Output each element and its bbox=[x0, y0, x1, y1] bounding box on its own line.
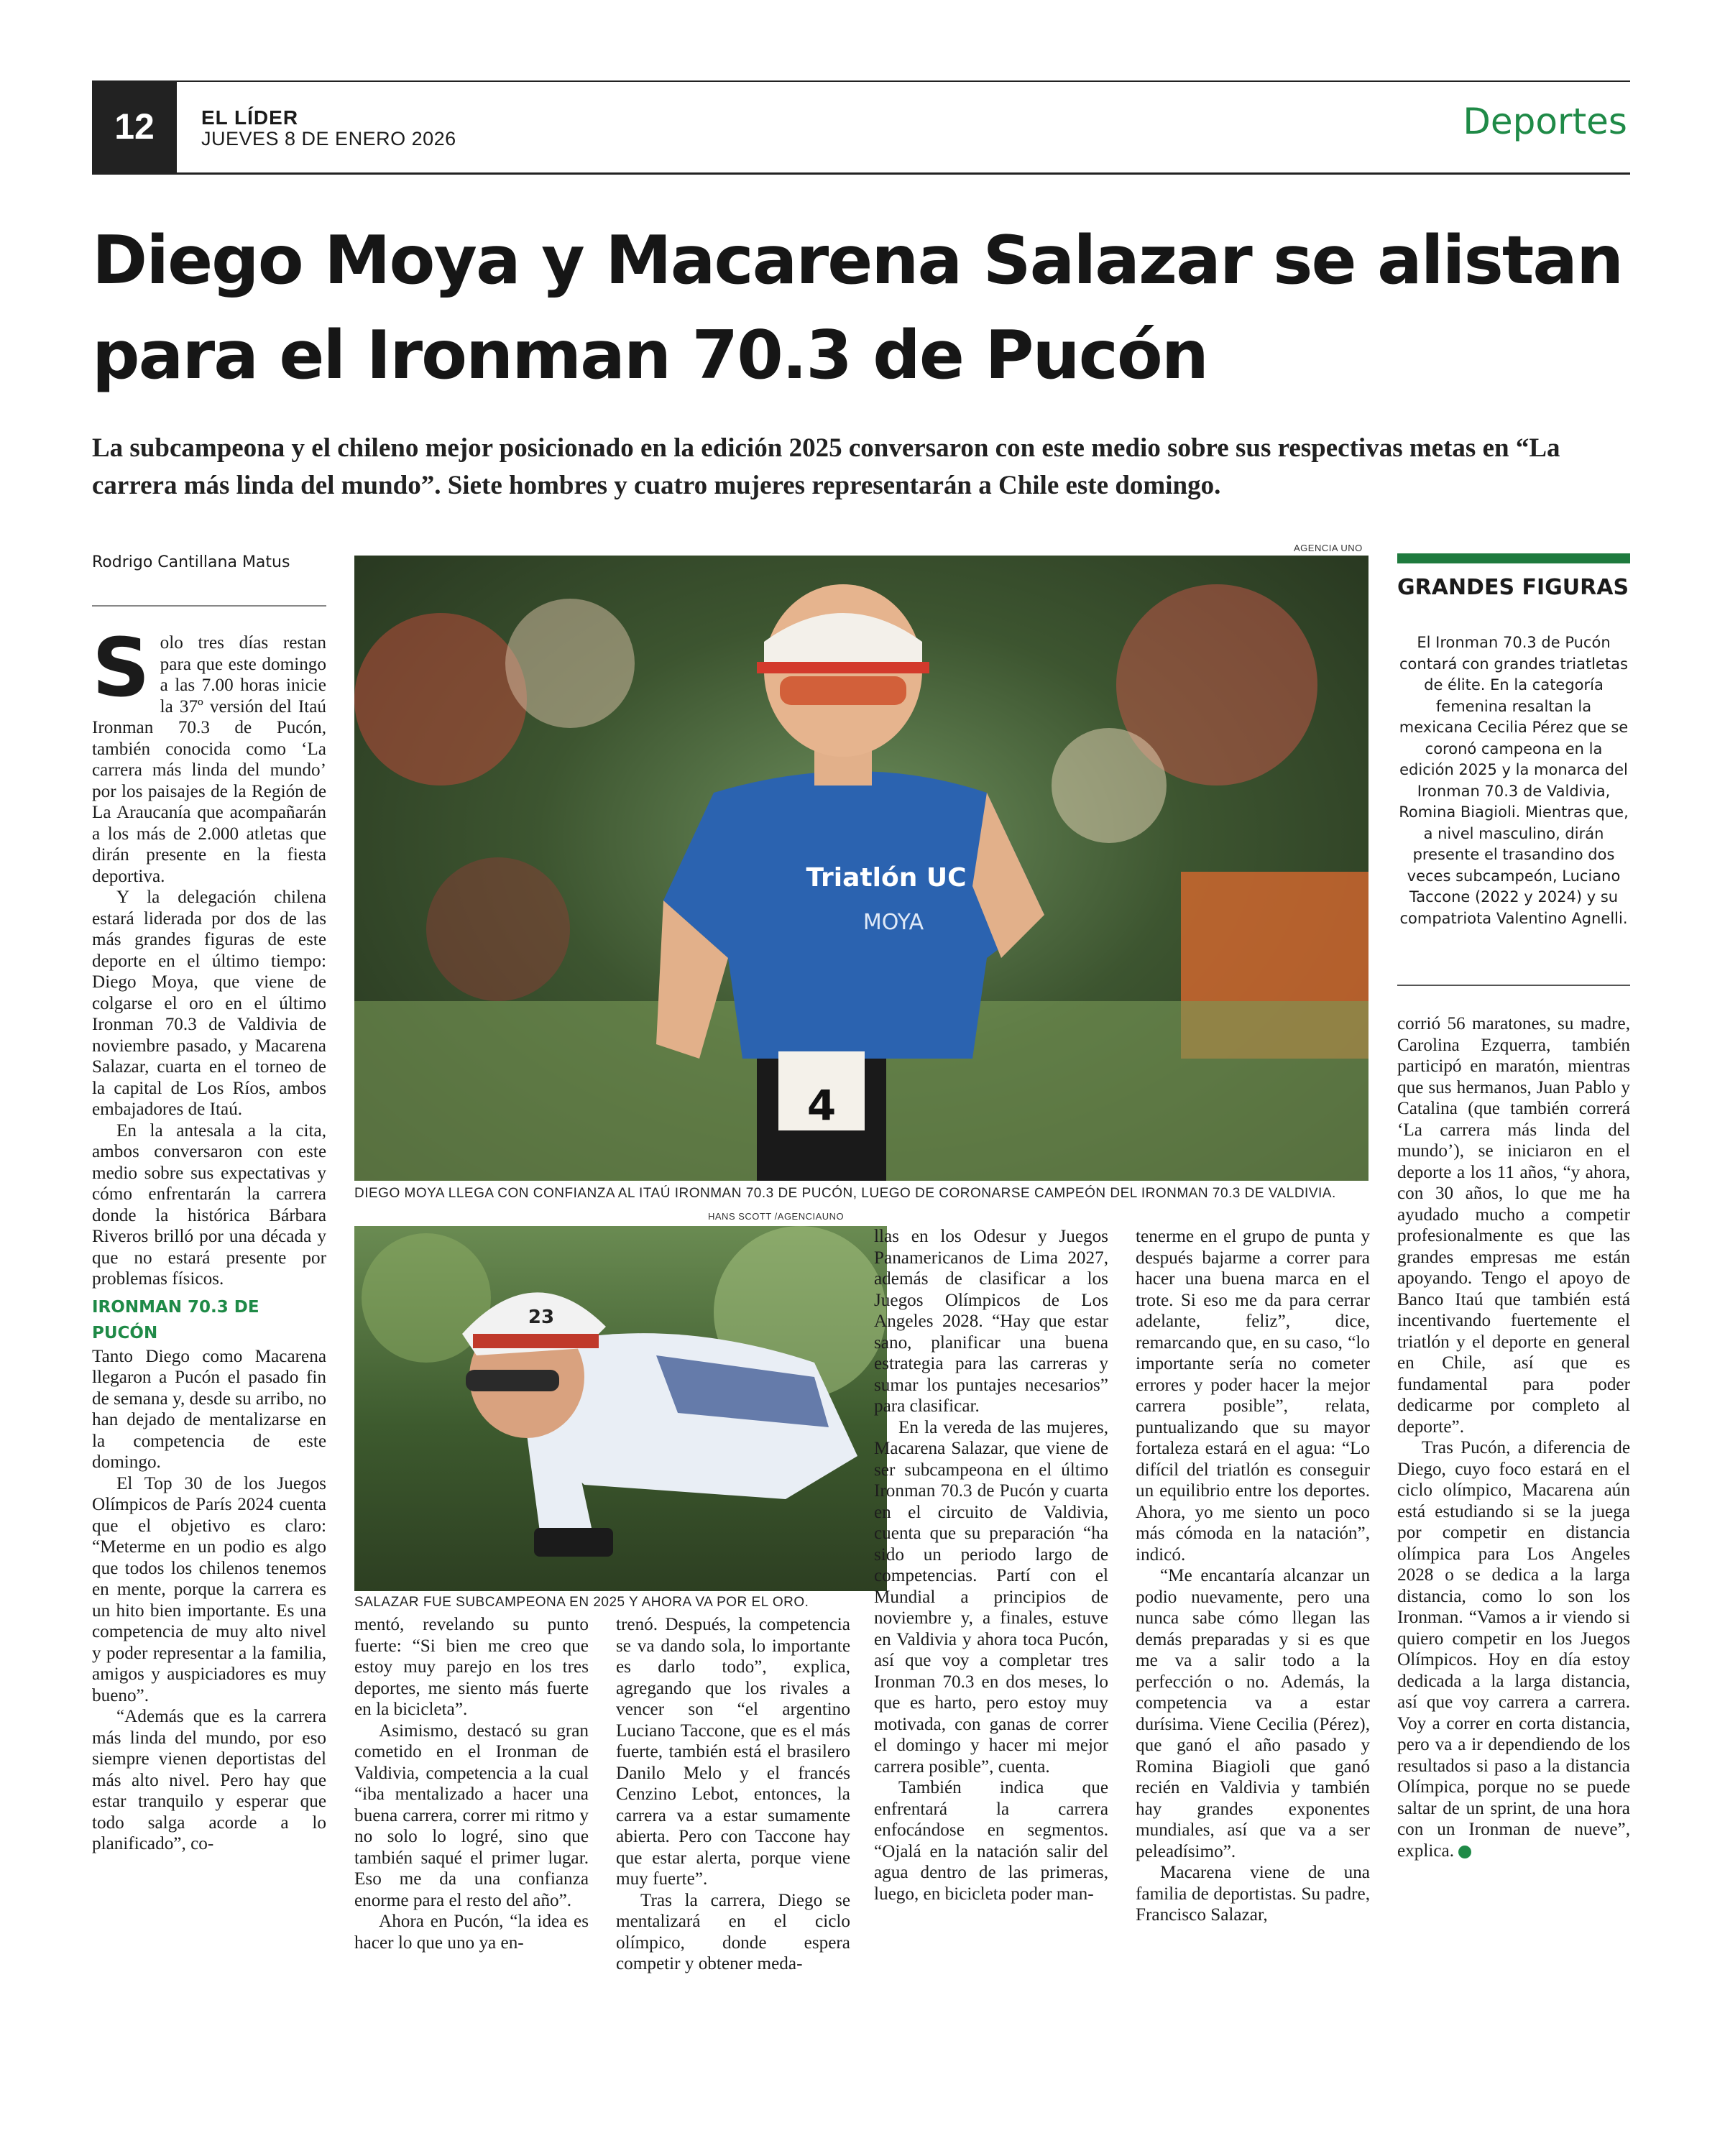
paragraph: trenó. Después, la competencia se va dando sola, lo importante es darlo todo”, explica, agregando que los rivales a vencer son “el argentino Luciano Taccone, que es el más fuerte, también está el brasilero Danilo Melo y el francés Cenzino Lebot, entonces, la carrera va a estar sumamente abierta. Pero con Taccone hay que estar alerta, porque viene muy fuerte”. bbox=[616, 1615, 850, 1889]
photo2-caption: SALAZAR FUE SUBCAMPEONA EN 2025 Y AHORA VA POR EL ORO. bbox=[354, 1595, 809, 1610]
paragraph: Asimismo, destacó su gran cometido en el Ironman de Valdivia, competencia a la cual “iba mentalizado a hacer una buena carrera, correr mi ritmo y no solo lo logré, sino que también saqué el primer lugar. Eso me da una confianza enorme para el resto del año”. bbox=[354, 1720, 589, 1910]
sidebar-text: El Ironman 70.3 de Pucón contará con grandes triatletas de élite. En la categoría femenina resaltan la mexicana Cecilia Pérez que se coronó campeona en la edición 2025 y la monarca del Ironman 70.3 de Valdivia, Romina Biagioli. Mientras que, a nivel masculino, dirán presente el trasandino dos veces subcampeón, Luciano Taccone (2022 y 2024) y su compatriota Valentino Agnelli. bbox=[1399, 634, 1629, 927]
byline: Rodrigo Cantillana Matus bbox=[92, 553, 290, 571]
article-column-5 bbox=[1136, 1226, 1370, 1926]
paragraph bbox=[1397, 1437, 1630, 1861]
section-label: Deportes bbox=[1463, 101, 1627, 142]
byline-rule bbox=[92, 605, 326, 607]
main-photo bbox=[354, 556, 1368, 1181]
lead-paragraph bbox=[92, 622, 326, 887]
paragraph: En la antesala a la cita, ambos conversaron con este medio sobre sus expectativas y cómo enfrentarán la carrera donde la histórica Bárbara Riveros brilló por una década y que no estará presente por problemas físicos. bbox=[92, 1120, 326, 1289]
closing-text: Tras Pucón, a diferencia de Diego, cuyo foco estará en el ciclo olímpico, Macarena aún está estudiando si se la juega por competir en distancia olímpica para Los Angeles 2028 o se dedica a la larga distancia, como lo son los Ironman. “Vamos a ir viendo si quiero competir en los Juegos Olímpicos. Hoy en día estoy dedicada a la larga distancia, así que voy carrera a carrera. Voy a correr en corta distancia, pero va a ir dependiendo de los resultados si paso a la distancia Olímpica, porque no se puede saltar de un sprint, de una hora con un Ironman de nueve”, explica. bbox=[1397, 1438, 1630, 1861]
paragraph: corrió 56 maratones, su madre, Carolina Ezquerra, también participó en maratón, mientras que sus hermanos, Juan Pablo y Catalina (que también correrá ‘La carrera más linda del mundo’), se iniciaron en el deporte a los 11 años, “y ahora, con 30 años, lo que me ha ayudado mucho a competir profesionalmente es que las grandes empresas me están apoyando. Tengo el apoyo de Banco Itaú que también está incentivando fuertemente el triatlón y el deporte en general en Chile, así que es fundamental para poder dedicarme por completo al deporte”. bbox=[1397, 1014, 1630, 1437]
photo1-credit: AGENCIA UNO bbox=[1294, 543, 1363, 553]
runner-illustration bbox=[354, 556, 1368, 1181]
paragraph: El Top 30 de los Juegos Olímpicos de París 2024 cuenta que el objetivo es claro: “Meterme en un podio es algo que todos los chilenos tenemos en mente, porque la carrera es un hito bien importante. Es una competencia de muy alto nivel y poder representar a la familia, amigos y auspiciadores es muy bueno”. bbox=[92, 1473, 326, 1705]
sidebar-rule bbox=[1397, 553, 1630, 563]
bib-number: 4 bbox=[806, 1081, 837, 1130]
paragraph: mentó, revelando su punto fuerte: “Si bien me creo que estoy muy parejo en los tres deportes, me siento más fuerte en la bicicleta”. bbox=[354, 1615, 589, 1719]
photo2-credit: HANS SCOTT /AGENCIAUNO bbox=[708, 1211, 845, 1222]
sidebar-title: GRANDES FIGURAS bbox=[1397, 575, 1629, 600]
subheading: IRONMAN 70.3 DE PUCÓN bbox=[92, 1297, 259, 1342]
issue-date: JUEVES 8 DE ENERO 2026 bbox=[201, 128, 456, 149]
helmet-number: 23 bbox=[528, 1307, 555, 1328]
sidebar-bottom-rule bbox=[1397, 985, 1630, 986]
paragraph: Macarena viene de una familia de deportistas. Su padre, Francisco Salazar, bbox=[1136, 1863, 1370, 1925]
top-rule bbox=[92, 80, 1630, 82]
paragraph: También indica que enfrentará la carrera enfocándose en segmentos. “Ojalá en la natación salir del agua dentro de las primeras, luego, en bicicleta poder man- bbox=[874, 1778, 1108, 1904]
deck: La subcampeona y el chileno mejor posicionado en la edición 2025 conversaron con este medio sobre sus respectivas metas en “La carrera más linda del mundo”. Siete hombres y cuatro mujeres representarán a Chile este domingo. bbox=[92, 433, 1560, 500]
end-mark-icon bbox=[1458, 1846, 1471, 1858]
cyclist-photo bbox=[354, 1226, 887, 1591]
paragraph: “Me encantaría alcanzar un podio nuevamente, pero una nunca sabe cómo llegan las demás preparadas y si es que me va a salir todo a la perfección o no. Además, la competencia va a estar durísima. Viene Cecilia (Pérez), que ganó el año pasado y Romina Biagioli que ganó recién en Valdivia y también hay grandes exponentes mundiales, así que va a ser peleadísimo”. bbox=[1136, 1566, 1370, 1861]
paragraph: Ahora en Pucón, “la idea es hacer lo que uno ya en- bbox=[354, 1912, 589, 1953]
header-rule bbox=[92, 172, 1630, 175]
paragraph: tenerme en el grupo de punta y después bajarme a correr para hacer una buena marca en el trote. Si eso me da para cerrar adelante, feliz”, dice, remarcando que, en su caso, “lo importante sería no cometer errores y poder hacer la mejor carrera posible”, relata, puntualizando que su mayor fortaleza estará en el agua: “Lo difícil del triatlón es conseguir un equilibrio entre los deportes. Ahora, yo me siento un poco más cómoda en la natación”, indicó. bbox=[1136, 1227, 1370, 1565]
paragraph: Y la delegación chilena estará liderada por dos de las más grandes figuras de este deporte en el último tiempo: Diego Moya, que viene de colgarse el oro en el último Ironman 70.3 de Valdivia de noviembre pasado, y Macarena Salazar, cuarta en el torneo de la capital de Los Ríos, ambos embajadores de Itaú. bbox=[92, 888, 326, 1119]
paragraph: llas en los Odesur y Juegos Panamericanos de Lima 2027, además de clasificar a los Juegos Olímpicos de Los Angeles 2028. “Hay que estar sano, planificar una buena estrategia para las carreras y sumar los puntajes necesarios” para clasificar. bbox=[874, 1227, 1108, 1416]
paragraph: En la vereda de las mujeres, Macarena Salazar, que viene de ser subcampeona en el último Ironman 70.3 de Pucón y cuarta en el circuito de Valdivia, cuenta que su preparación “ha sido un periodo largo de competencias. Partí con el Mundial a principios de noviembre y, a finales, estuve en Valdivia y ahora toca Pucón, así que voy a completar tres Ironman 70.3 en dos meses, lo que es harto, pero estoy muy motivada, con ganas de correr el domingo y hacer mi mejor carrera posible”, cuenta. bbox=[874, 1417, 1108, 1777]
article-column-3 bbox=[616, 1614, 850, 1975]
article-column-6 bbox=[1397, 1013, 1630, 1861]
article-column-1 bbox=[92, 622, 326, 1855]
paragraph: Tanto Diego como Macarena llegaron a Pucón el pasado fin de semana y, desde su arribo, no han dejado de mentalizarse en la competencia de este domingo. bbox=[92, 1346, 326, 1472]
paper-name: EL LÍDER bbox=[201, 106, 299, 129]
paragraph: “Además que es la carrera más linda del mundo, por eso siempre vienen deportistas del más alto nivel. Pero hay que estar tranquilo y esperar que todo salga acorde a lo planificado”, co- bbox=[92, 1707, 326, 1853]
article-column-4 bbox=[874, 1226, 1108, 1904]
drop-cap: S bbox=[92, 622, 150, 715]
headline: Diego Moya y Macarena Salazar se alistan para el Ironman 70.3 de Pucón bbox=[92, 221, 1623, 394]
page-number: 12 bbox=[92, 80, 177, 172]
paragraph: Tras la carrera, Diego se mentalizará en el ciclo olímpico, donde espera competir y obtener meda- bbox=[616, 1890, 850, 1973]
jersey-brand: Triatlón UC bbox=[806, 863, 967, 893]
lead-text: olo tres días restan para que este domingo a las 7.00 horas inicie la 37º versión del Itaú Ironman 70.3 de Pucón, también conocida como ‘La carrera más linda del mundo’ por los paisajes de la Región de La Araucanía que acompañarán a los más de 2.000 atletas que dirán presente en la fiesta deportiva. bbox=[92, 633, 326, 886]
cyclist-illustration bbox=[354, 1226, 887, 1591]
photo1-caption: DIEGO MOYA LLEGA CON CONFIANZA AL ITAÚ IRONMAN 70.3 DE PUCÓN, LUEGO DE CORONARSE CAMPEÓN DEL IRONMAN 70.3 DE VALDIVIA. bbox=[354, 1186, 1336, 1201]
article-column-2 bbox=[354, 1614, 589, 1953]
jersey-name: MOYA bbox=[862, 910, 924, 935]
